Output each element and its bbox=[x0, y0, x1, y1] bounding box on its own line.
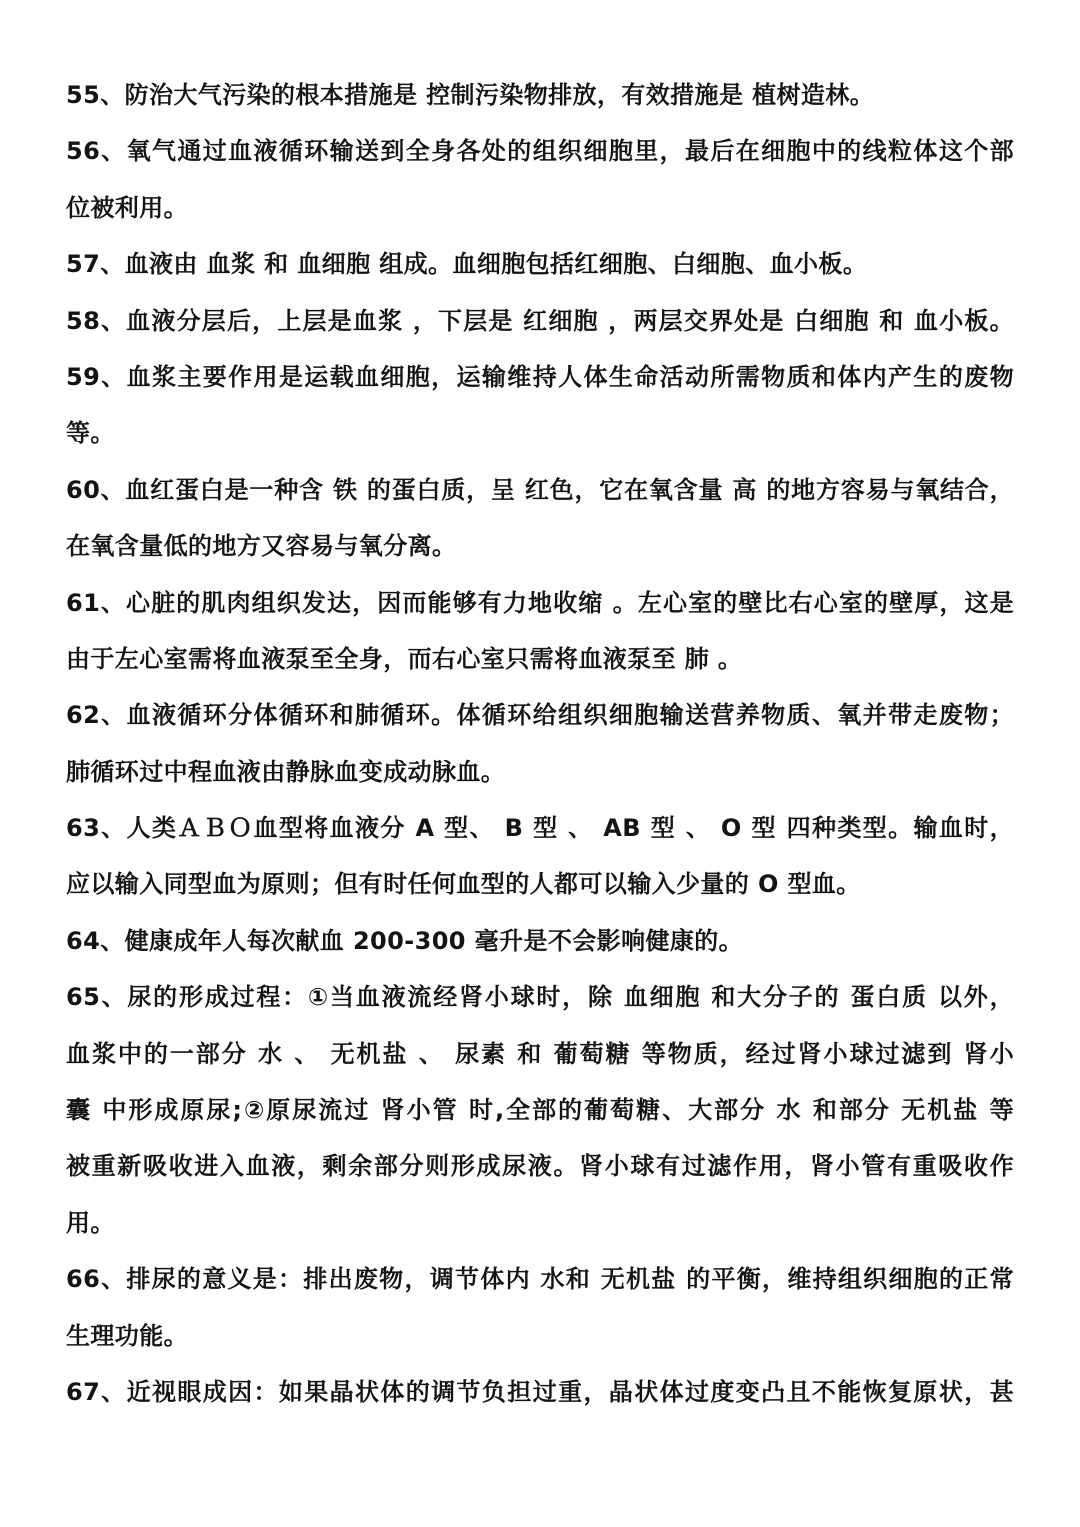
text-line: 62、血液循环分体循环和肺循环。体循环给组织细胞输送营养物质、氧并带走废物； bbox=[66, 701, 1014, 730]
text-line: 64、健康成年人每次献血 200-300 毫升是不会影响健康的。 bbox=[66, 926, 744, 955]
text-line: 由于左心室需将血液泵至全身，而右心室只需将血液泵至 肺 。 bbox=[66, 644, 743, 673]
text-line: 65、尿的形成过程：①当血液流经肾小球时，除 血细胞 和大分子的 蛋白质 以外， bbox=[66, 983, 1014, 1012]
text-line: 58、血液分层后，上层是血浆 ，下层是 红细胞 ，两层交界处是 白细胞 和 血小板。 bbox=[66, 306, 1014, 335]
text-line: 66、排尿的意义是：排出废物，调节体内 水和 无机盐 的平衡，维持组织细胞的正常 bbox=[66, 1265, 1014, 1294]
text-line: 在氧含量低的地方又容易与氧分离。 bbox=[66, 532, 457, 561]
text-line: 用。 bbox=[66, 1208, 115, 1237]
text-line: 61、心脏的肌肉组织发达，因而能够有力地收缩 。左心室的壁比右心室的壁厚，这是 bbox=[66, 588, 1014, 617]
text-line: 60、血红蛋白是一种含 铁 的蛋白质，呈 红色，它在氧含量 高 的地方容易与氧结合， bbox=[66, 475, 1014, 504]
text-line: 肺循环过中程血液由静脉血变成动脉血。 bbox=[66, 757, 506, 786]
text-line: 59、血浆主要作用是运载血细胞，运输维持人体生命活动所需物质和体内产生的废物 bbox=[66, 362, 1014, 391]
text-line: 67、近视眼成因：如果晶状体的调节负担过重，晶状体过度变凸且不能恢复原状，甚 bbox=[66, 1377, 1014, 1406]
text-line: 57、血液由 血浆 和 血细胞 组成。血细胞包括红细胞、白细胞、血小板。 bbox=[66, 250, 868, 279]
text-line: 血浆中的一部分 水 、 无机盐 、 尿素 和 葡萄糖 等物质，经过肾小球过滤到 肾小 bbox=[66, 1039, 1014, 1068]
text-line: 63、人类ＡＢＯ血型将血液分 A 型、 B 型 、 AB 型 、 O 型 四种类型。输血时， bbox=[66, 814, 1014, 843]
text-line: 55、防治大气污染的根本措施是 控制污染物排放，有效措施是 植树造林。 bbox=[66, 81, 875, 109]
text-line: 位被利用。 bbox=[66, 193, 188, 222]
text-line: 囊 中形成原尿;②原尿流过 肾小管 时,全部的葡萄糖、大部分 水 和部分 无机盐 等 bbox=[66, 1096, 1014, 1125]
text-line: 生理功能。 bbox=[66, 1321, 188, 1350]
text-line: 应以输入同型血为原则；但有时任何血型的人都可以输入少量的 O 型血。 bbox=[66, 870, 861, 899]
text-line: 被重新吸收进入血液，剩余部分则形成尿液。肾小球有过滤作用，肾小管有重吸收作 bbox=[66, 1152, 1014, 1181]
text-line: 56、氧气通过血液循环输送到全身各处的组织细胞里，最后在细胞中的线粒体这个部 bbox=[66, 137, 1014, 166]
text-line: 等。 bbox=[66, 419, 115, 448]
